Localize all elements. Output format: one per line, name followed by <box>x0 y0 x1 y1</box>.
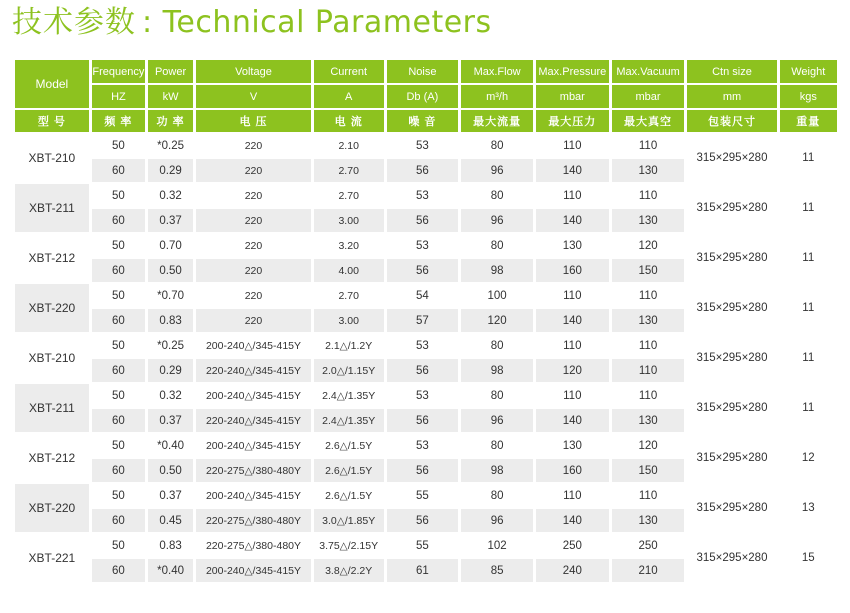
power-cell: *0.25 <box>148 134 193 157</box>
max-flow-cell: 96 <box>461 159 533 182</box>
power-cell: 0.29 <box>148 159 193 182</box>
current-cell: 2.6△/1.5Y <box>314 484 384 507</box>
frequency-cell: 60 <box>92 359 145 382</box>
max-flow-cell: 102 <box>461 534 533 557</box>
max-pressure-cell: 160 <box>536 459 609 482</box>
max-vacuum-cell: 110 <box>612 359 685 382</box>
max-flow-cell: 80 <box>461 334 533 357</box>
current-cell: 2.6△/1.5Y <box>314 459 384 482</box>
power-cell: 0.83 <box>148 309 193 332</box>
frequency-cell: 60 <box>92 209 145 232</box>
noise-cell: 56 <box>387 259 459 282</box>
power-cell: 0.37 <box>148 409 193 432</box>
max-flow-cell: 100 <box>461 284 533 307</box>
current-cell: 2.10 <box>314 134 384 157</box>
max-vacuum-cell: 110 <box>612 384 685 407</box>
voltage-cell: 200-240△/345-415Y <box>196 559 311 582</box>
model-cell: XBT-212 <box>15 234 89 282</box>
frequency-cell: 50 <box>92 284 145 307</box>
max-vacuum-cell: 210 <box>612 559 685 582</box>
noise-cell: 56 <box>387 409 459 432</box>
current-cell: 3.00 <box>314 309 384 332</box>
max-pressure-cell: 140 <box>536 409 609 432</box>
voltage-cell: 220 <box>196 259 311 282</box>
max-pressure-cell: 110 <box>536 334 609 357</box>
max-vacuum-cell: 120 <box>612 434 685 457</box>
voltage-cell: 220 <box>196 284 311 307</box>
weight-cell: 12 <box>780 434 837 482</box>
noise-cell: 56 <box>387 359 459 382</box>
model-cell: XBT-211 <box>15 184 89 232</box>
power-cell: 0.45 <box>148 509 193 532</box>
max-flow-cell: 98 <box>461 259 533 282</box>
weight-cell: 11 <box>780 284 837 332</box>
power-cell: *0.40 <box>148 434 193 457</box>
cn-current: 电 流 <box>314 110 384 132</box>
max-vacuum-cell: 130 <box>612 509 685 532</box>
current-cell: 3.00 <box>314 209 384 232</box>
header-max-pressure: Max.Pressure <box>536 60 609 83</box>
voltage-cell: 220-240△/345-415Y <box>196 359 311 382</box>
frequency-cell: 60 <box>92 309 145 332</box>
max-pressure-cell: 110 <box>536 134 609 157</box>
ctn-size-cell: 315×295×280 <box>687 384 776 432</box>
max-vacuum-cell: 110 <box>612 334 685 357</box>
weight-cell: 11 <box>780 384 837 432</box>
frequency-cell: 50 <box>92 184 145 207</box>
ctn-size-cell: 315×295×280 <box>687 234 776 282</box>
power-cell: 0.37 <box>148 484 193 507</box>
voltage-cell: 220-275△/380-480Y <box>196 534 311 557</box>
table-row <box>15 534 837 557</box>
max-flow-cell: 85 <box>461 559 533 582</box>
current-cell: 2.70 <box>314 284 384 307</box>
current-cell: 2.6△/1.5Y <box>314 434 384 457</box>
frequency-cell: 50 <box>92 484 145 507</box>
cn-max-vacuum: 最大真空 <box>612 110 685 132</box>
cn-noise: 噪 音 <box>387 110 459 132</box>
max-vacuum-cell: 130 <box>612 159 685 182</box>
noise-cell: 55 <box>387 534 459 557</box>
max-vacuum-cell: 110 <box>612 134 685 157</box>
max-vacuum-cell: 250 <box>612 534 685 557</box>
max-flow-cell: 96 <box>461 509 533 532</box>
max-pressure-cell: 110 <box>536 384 609 407</box>
noise-cell: 53 <box>387 384 459 407</box>
noise-cell: 56 <box>387 509 459 532</box>
max-flow-cell: 80 <box>461 184 533 207</box>
max-pressure-cell: 120 <box>536 359 609 382</box>
table-row <box>15 334 837 357</box>
header-max-vacuum: Max.Vacuum <box>612 60 685 83</box>
model-cell: XBT-220 <box>15 284 89 332</box>
max-pressure-cell: 130 <box>536 434 609 457</box>
table-body <box>15 134 837 582</box>
weight-cell: 13 <box>780 484 837 532</box>
max-vacuum-cell: 130 <box>612 309 685 332</box>
ctn-size-cell: 315×295×280 <box>687 184 776 232</box>
power-cell: *0.40 <box>148 559 193 582</box>
power-cell: 0.50 <box>148 259 193 282</box>
frequency-cell: 50 <box>92 134 145 157</box>
header-model: Model <box>15 60 89 108</box>
unit-voltage: V <box>196 85 311 108</box>
model-cell: XBT-221 <box>15 534 89 582</box>
max-vacuum-cell: 120 <box>612 234 685 257</box>
frequency-cell: 50 <box>92 334 145 357</box>
table-row <box>15 234 837 257</box>
unit-power: kW <box>148 85 193 108</box>
table-row <box>15 434 837 457</box>
unit-current: A <box>314 85 384 108</box>
frequency-cell: 60 <box>92 459 145 482</box>
power-cell: 0.50 <box>148 459 193 482</box>
page-title <box>12 2 492 44</box>
model-cell: XBT-210 <box>15 334 89 382</box>
table-row <box>15 284 837 307</box>
frequency-cell: 60 <box>92 259 145 282</box>
unit-noise: Db (A) <box>387 85 459 108</box>
current-cell: 2.70 <box>314 159 384 182</box>
voltage-cell: 220 <box>196 184 311 207</box>
voltage-cell: 220-275△/380-480Y <box>196 509 311 532</box>
noise-cell: 53 <box>387 434 459 457</box>
noise-cell: 55 <box>387 484 459 507</box>
cn-frequency: 频 率 <box>92 110 145 132</box>
ctn-size-cell: 315×295×280 <box>687 484 776 532</box>
frequency-cell: 60 <box>92 559 145 582</box>
max-flow-cell: 80 <box>461 434 533 457</box>
power-cell: 0.70 <box>148 234 193 257</box>
header-row-cn <box>15 110 837 132</box>
weight-cell: 11 <box>780 334 837 382</box>
voltage-cell: 220 <box>196 309 311 332</box>
max-flow-cell: 120 <box>461 309 533 332</box>
header-row-unit <box>15 85 837 108</box>
max-flow-cell: 80 <box>461 234 533 257</box>
voltage-cell: 220 <box>196 234 311 257</box>
frequency-cell: 50 <box>92 534 145 557</box>
weight-cell: 11 <box>780 184 837 232</box>
ctn-size-cell: 315×295×280 <box>687 534 776 582</box>
noise-cell: 54 <box>387 284 459 307</box>
current-cell: 3.75△/2.15Y <box>314 534 384 557</box>
max-pressure-cell: 140 <box>536 509 609 532</box>
max-vacuum-cell: 110 <box>612 184 685 207</box>
power-cell: 0.83 <box>148 534 193 557</box>
table-header <box>15 60 837 132</box>
max-flow-cell: 98 <box>461 359 533 382</box>
header-frequency: Frequency <box>92 60 145 83</box>
unit-max-vacuum: mbar <box>612 85 685 108</box>
max-flow-cell: 96 <box>461 409 533 432</box>
power-cell: *0.25 <box>148 334 193 357</box>
frequency-cell: 50 <box>92 434 145 457</box>
noise-cell: 56 <box>387 209 459 232</box>
max-pressure-cell: 110 <box>536 484 609 507</box>
max-pressure-cell: 140 <box>536 209 609 232</box>
voltage-cell: 220 <box>196 159 311 182</box>
max-pressure-cell: 160 <box>536 259 609 282</box>
header-power: Power <box>148 60 193 83</box>
weight-cell: 15 <box>780 534 837 582</box>
current-cell: 4.00 <box>314 259 384 282</box>
current-cell: 3.8△/2.2Y <box>314 559 384 582</box>
max-vacuum-cell: 150 <box>612 259 685 282</box>
max-pressure-cell: 110 <box>536 284 609 307</box>
unit-weight: kgs <box>780 85 837 108</box>
current-cell: 3.20 <box>314 234 384 257</box>
frequency-cell: 50 <box>92 234 145 257</box>
cn-max-flow: 最大流量 <box>461 110 533 132</box>
voltage-cell: 200-240△/345-415Y <box>196 384 311 407</box>
current-cell: 2.70 <box>314 184 384 207</box>
model-cell: XBT-211 <box>15 384 89 432</box>
title-cn: 技术参数 <box>12 5 136 40</box>
max-pressure-cell: 140 <box>536 309 609 332</box>
table-row <box>15 384 837 407</box>
current-cell: 2.0△/1.15Y <box>314 359 384 382</box>
model-cell: XBT-212 <box>15 434 89 482</box>
power-cell: *0.70 <box>148 284 193 307</box>
max-pressure-cell: 140 <box>536 159 609 182</box>
power-cell: 0.29 <box>148 359 193 382</box>
frequency-cell: 60 <box>92 159 145 182</box>
current-cell: 2.1△/1.2Y <box>314 334 384 357</box>
header-noise: Noise <box>387 60 459 83</box>
weight-cell: 11 <box>780 134 837 182</box>
ctn-size-cell: 315×295×280 <box>687 134 776 182</box>
max-flow-cell: 80 <box>461 484 533 507</box>
max-pressure-cell: 110 <box>536 184 609 207</box>
header-current: Current <box>314 60 384 83</box>
title-en: : Technical Parameters <box>142 5 492 40</box>
noise-cell: 53 <box>387 134 459 157</box>
current-cell: 2.4△/1.35Y <box>314 384 384 407</box>
model-cell: XBT-220 <box>15 484 89 532</box>
weight-cell: 11 <box>780 234 837 282</box>
unit-frequency: HZ <box>92 85 145 108</box>
max-vacuum-cell: 150 <box>612 459 685 482</box>
max-pressure-cell: 240 <box>536 559 609 582</box>
frequency-cell: 60 <box>92 509 145 532</box>
power-cell: 0.32 <box>148 184 193 207</box>
max-vacuum-cell: 130 <box>612 409 685 432</box>
current-cell: 2.4△/1.35Y <box>314 409 384 432</box>
max-vacuum-cell: 130 <box>612 209 685 232</box>
voltage-cell: 200-240△/345-415Y <box>196 434 311 457</box>
table-row <box>15 134 837 157</box>
ctn-size-cell: 315×295×280 <box>687 284 776 332</box>
parameters-table <box>12 58 840 584</box>
frequency-cell: 60 <box>92 409 145 432</box>
max-flow-cell: 96 <box>461 209 533 232</box>
voltage-cell: 220-240△/345-415Y <box>196 409 311 432</box>
cn-weight: 重量 <box>780 110 837 132</box>
voltage-cell: 220 <box>196 209 311 232</box>
unit-max-flow: m³/h <box>461 85 533 108</box>
ctn-size-cell: 315×295×280 <box>687 434 776 482</box>
max-flow-cell: 80 <box>461 384 533 407</box>
model-cell: XBT-210 <box>15 134 89 182</box>
header-row-en <box>15 60 837 83</box>
header-ctn-size: Ctn size <box>687 60 776 83</box>
header-voltage: Voltage <box>196 60 311 83</box>
unit-ctn-size: mm <box>687 85 776 108</box>
max-vacuum-cell: 110 <box>612 484 685 507</box>
noise-cell: 53 <box>387 234 459 257</box>
noise-cell: 56 <box>387 459 459 482</box>
max-vacuum-cell: 110 <box>612 284 685 307</box>
cn-power: 功 率 <box>148 110 193 132</box>
header-max-flow: Max.Flow <box>461 60 533 83</box>
cn-ctn-size: 包装尺寸 <box>687 110 776 132</box>
cn-max-pressure: 最大压力 <box>536 110 609 132</box>
noise-cell: 56 <box>387 159 459 182</box>
unit-max-pressure: mbar <box>536 85 609 108</box>
voltage-cell: 220-275△/380-480Y <box>196 459 311 482</box>
noise-cell: 57 <box>387 309 459 332</box>
table-row <box>15 184 837 207</box>
noise-cell: 61 <box>387 559 459 582</box>
max-flow-cell: 98 <box>461 459 533 482</box>
voltage-cell: 200-240△/345-415Y <box>196 334 311 357</box>
header-weight: Weight <box>780 60 837 83</box>
max-flow-cell: 80 <box>461 134 533 157</box>
max-pressure-cell: 130 <box>536 234 609 257</box>
current-cell: 3.0△/1.85Y <box>314 509 384 532</box>
voltage-cell: 200-240△/345-415Y <box>196 484 311 507</box>
table-row <box>15 484 837 507</box>
voltage-cell: 220 <box>196 134 311 157</box>
ctn-size-cell: 315×295×280 <box>687 334 776 382</box>
frequency-cell: 50 <box>92 384 145 407</box>
noise-cell: 53 <box>387 184 459 207</box>
power-cell: 0.37 <box>148 209 193 232</box>
noise-cell: 53 <box>387 334 459 357</box>
cn-voltage: 电 压 <box>196 110 311 132</box>
header-model-cn: 型 号 <box>15 110 89 132</box>
power-cell: 0.32 <box>148 384 193 407</box>
max-pressure-cell: 250 <box>536 534 609 557</box>
